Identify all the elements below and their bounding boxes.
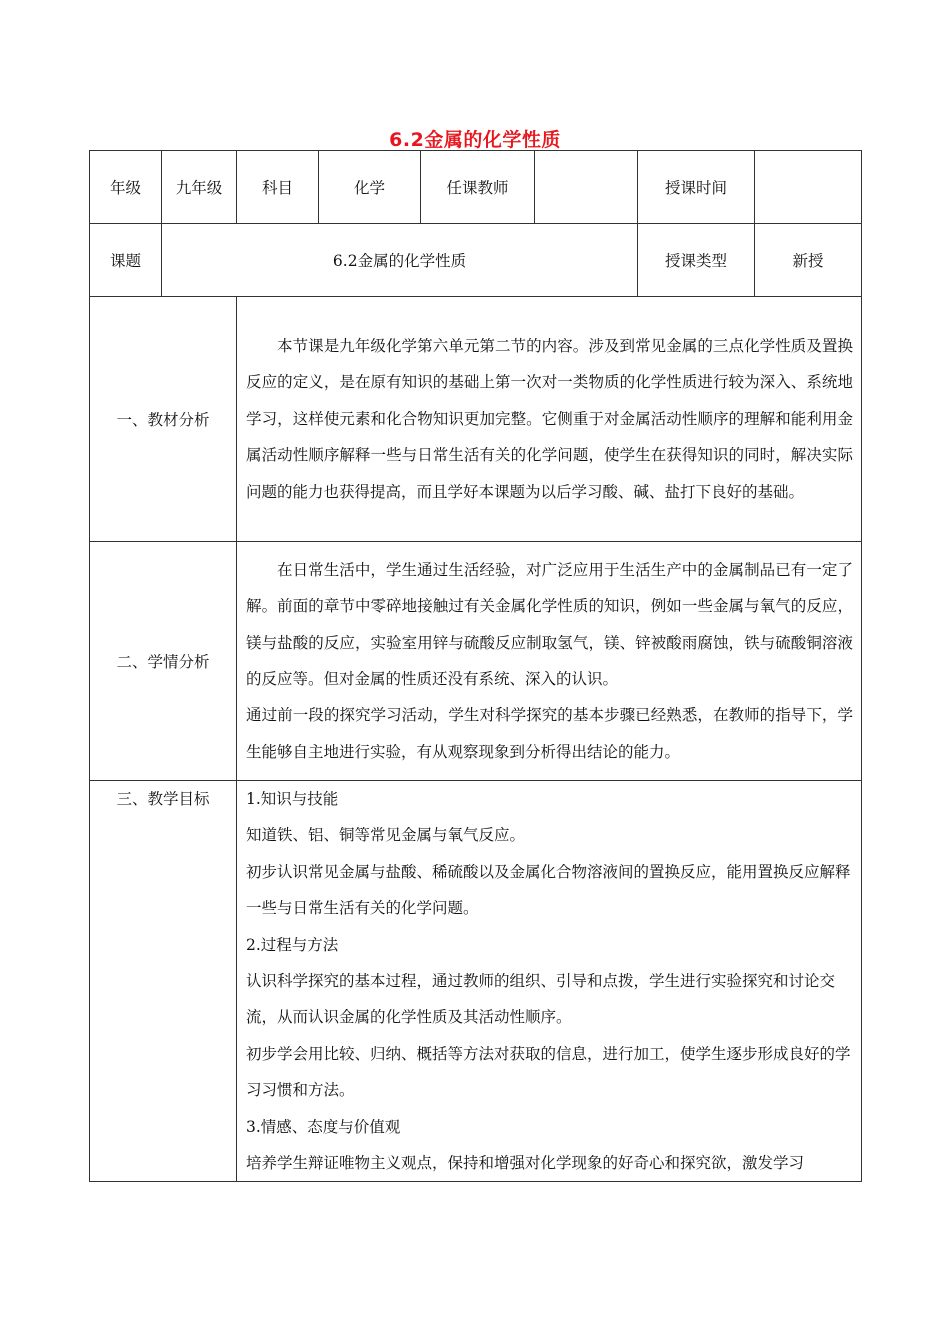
objective-line: 初步认识常见金属与盐酸、稀硫酸以及金属化合物溶液间的置换反应，能用置换反应解释一些与日常生活有关的化学问题。 xyxy=(246,862,851,918)
lesson-plan-table xyxy=(89,150,862,1182)
material-analysis-label: 一、教材分析 xyxy=(90,297,237,542)
page-title: 6.2金属的化学性质 xyxy=(389,129,561,151)
objectives-row xyxy=(90,781,862,1182)
material-analysis-row xyxy=(90,297,862,542)
material-analysis-text: 本节课是九年级化学第六单元第二节的内容。涉及到常见金属的三点化学性质及置换反应的定义，是在原有知识的基础上第一次对一类物质的化学性质进行较为深入、系统地学习，这样使元素和化合物知识更加完整。它侧重于对金属活动性顺序的理解和能利用金属活动性顺序解释一些与日常生活有关的化学问题，使学生在获得知识的同时，解决实际问题的能力也获得提高，而且学好本课题为以后学习酸、碱、盐打下良好的基础。 xyxy=(246,336,853,501)
grade-value: 九年级 xyxy=(162,151,237,224)
topic-value: 6.2金属的化学性质 xyxy=(162,224,638,297)
time-value xyxy=(755,151,862,224)
objectives-label: 三、教学目标 xyxy=(90,781,237,1182)
subject-value: 化学 xyxy=(319,151,421,224)
objective-line: 培养学生辩证唯物主义观点，保持和增强对化学现象的好奇心和探究欲，激发学习 xyxy=(246,1154,805,1173)
objective-heading-process: 2.过程与方法 xyxy=(246,935,339,954)
student-analysis-text-2: 通过前一段的探究学习活动，学生对科学探究的基本步骤已经熟悉，在教师的指导下，学生能够自主地进行实验，有从观察现象到分析得出结论的能力。 xyxy=(246,706,853,761)
objective-line: 知道铁、铝、铜等常见金属与氧气反应。 xyxy=(246,826,526,845)
info-row-2 xyxy=(90,224,862,297)
student-analysis-text-1: 在日常生活中，学生通过生活经验，对广泛应用于生活生产中的金属制品已有一定了解。前面的章节中零碎地接触过有关金属化学性质的知识，例如一些金属与氧气的反应，镁与盐酸的反应，实验室用锌与硫酸反应制取氢气，镁、锌被酸雨腐蚀，铁与硫酸铜溶液的反应等。但对金属的性质还没有系统、深入的认识。 xyxy=(246,560,853,688)
material-analysis-cell xyxy=(237,297,862,542)
subject-label: 科目 xyxy=(237,151,319,224)
topic-label: 课题 xyxy=(90,224,162,297)
teacher-label: 任课教师 xyxy=(421,151,535,224)
objective-heading-knowledge: 1.知识与技能 xyxy=(246,790,339,808)
objective-heading-attitude: 3.情感、态度与价值观 xyxy=(246,1117,401,1136)
student-analysis-label: 二、学情分析 xyxy=(90,542,237,781)
info-row-1 xyxy=(90,151,862,224)
grade-label: 年级 xyxy=(90,151,162,224)
type-label: 授课类型 xyxy=(638,224,755,297)
teacher-value xyxy=(535,151,638,224)
student-analysis-cell xyxy=(237,542,862,781)
student-analysis-row xyxy=(90,542,862,781)
objectives-cell xyxy=(237,781,862,1182)
objective-line: 认识科学探究的基本过程，通过教师的组织、引导和点拨，学生进行实验探究和讨论交流，从而认识金属的化学性质及其活动性顺序。 xyxy=(246,972,836,1027)
objective-line: 初步学会用比较、归纳、概括等方法对获取的信息，进行加工，使学生逐步形成良好的学习习惯和方法。 xyxy=(246,1044,851,1100)
time-label: 授课时间 xyxy=(638,151,755,224)
type-value: 新授 xyxy=(755,224,862,297)
